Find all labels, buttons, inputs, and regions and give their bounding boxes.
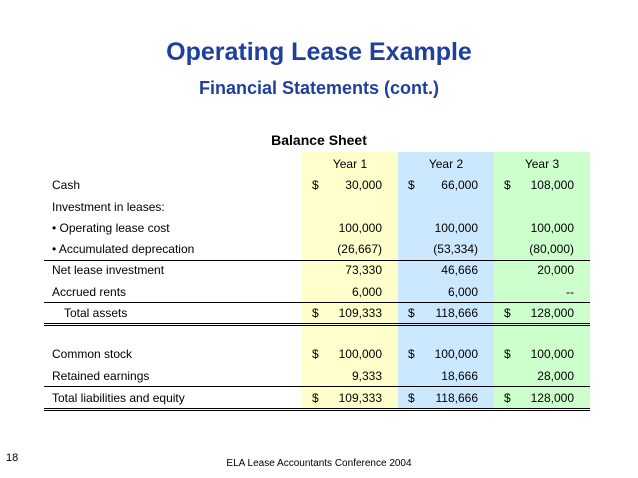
cell-value: 73,330	[345, 263, 382, 277]
cell-value: 109,333	[338, 306, 382, 320]
row-label: Total liabilities and equity	[52, 391, 185, 405]
cell-value: 9,333	[351, 369, 382, 383]
row-label: Accrued rents	[52, 285, 127, 299]
cell-value: 128,000	[530, 391, 574, 405]
cell-value: 100,000	[338, 221, 382, 235]
cell-value: 100,000	[338, 347, 382, 361]
cell-value: 108,000	[530, 178, 574, 192]
divider-line	[44, 260, 590, 261]
dollar-sign: $	[408, 306, 415, 320]
cell-value: 6,000	[351, 285, 382, 299]
row-label: Net lease investment	[52, 263, 165, 277]
cell-value: 46,666	[441, 263, 478, 277]
cell-value: 100,000	[530, 221, 574, 235]
slide-footer: ELA Lease Accountants Conference 2004	[226, 458, 412, 469]
row-label: • Accumulated deprecation	[52, 242, 195, 256]
cell-value: (80,000)	[529, 242, 574, 256]
cell-value: 30,000	[345, 178, 382, 192]
cell-value: (26,667)	[337, 242, 382, 256]
table-row	[44, 302, 590, 324]
cell-value: 66,000	[441, 178, 478, 192]
row-label: Retained earnings	[52, 369, 150, 383]
cell-value: 100,000	[530, 347, 574, 361]
table-row	[44, 365, 590, 387]
table-row	[44, 281, 590, 303]
year-1-header: Year 1	[332, 157, 368, 171]
dollar-sign: $	[504, 178, 511, 192]
dollar-sign: $	[504, 391, 511, 405]
cell-value: 109,333	[338, 391, 382, 405]
table-row	[44, 174, 590, 196]
cell-value: 118,666	[435, 306, 478, 320]
row-label: Investment in leases:	[52, 200, 165, 214]
slide-subtitle: Financial Statements (cont.)	[198, 78, 440, 98]
cell-value: 118,666	[435, 391, 478, 405]
dollar-sign: $	[312, 178, 319, 192]
balance-sheet-title: Balance Sheet	[271, 132, 367, 148]
dollar-sign: $	[408, 391, 415, 405]
row-label: Cash	[52, 178, 81, 192]
table-row	[44, 217, 590, 239]
cell-value: (53,334)	[433, 242, 478, 256]
table-row	[44, 196, 590, 218]
divider-line	[44, 302, 590, 303]
dollar-sign: $	[504, 347, 511, 361]
dollar-sign: $	[408, 178, 415, 192]
cell-value: 100,000	[434, 347, 478, 361]
row-label: Total assets	[64, 306, 128, 320]
dollar-sign: $	[504, 306, 511, 320]
table-row	[44, 238, 590, 260]
cell-value: 18,666	[441, 369, 478, 383]
cell-value: --	[566, 285, 574, 299]
cell-value: 20,000	[537, 263, 574, 277]
cell-value: 6,000	[447, 285, 478, 299]
year-2-header: Year 2	[428, 157, 464, 171]
cell-value: 128,000	[530, 306, 574, 320]
total-double-line	[44, 323, 590, 326]
dollar-sign: $	[312, 391, 319, 405]
cell-value: 28,000	[537, 369, 574, 383]
row-label: • Operating lease cost	[52, 221, 170, 235]
slide-number: 18	[6, 452, 19, 464]
year-3-header: Year 3	[524, 157, 560, 171]
table-row	[44, 387, 590, 409]
table-row	[44, 259, 590, 281]
dollar-sign: $	[312, 347, 319, 361]
row-label: Common stock	[52, 347, 133, 361]
divider-line	[44, 386, 590, 387]
cell-value: 100,000	[434, 221, 478, 235]
table-row	[44, 343, 590, 365]
dollar-sign: $	[408, 347, 415, 361]
slide-title: Operating Lease Example	[166, 38, 472, 66]
total-double-line	[44, 408, 590, 411]
dollar-sign: $	[312, 306, 319, 320]
